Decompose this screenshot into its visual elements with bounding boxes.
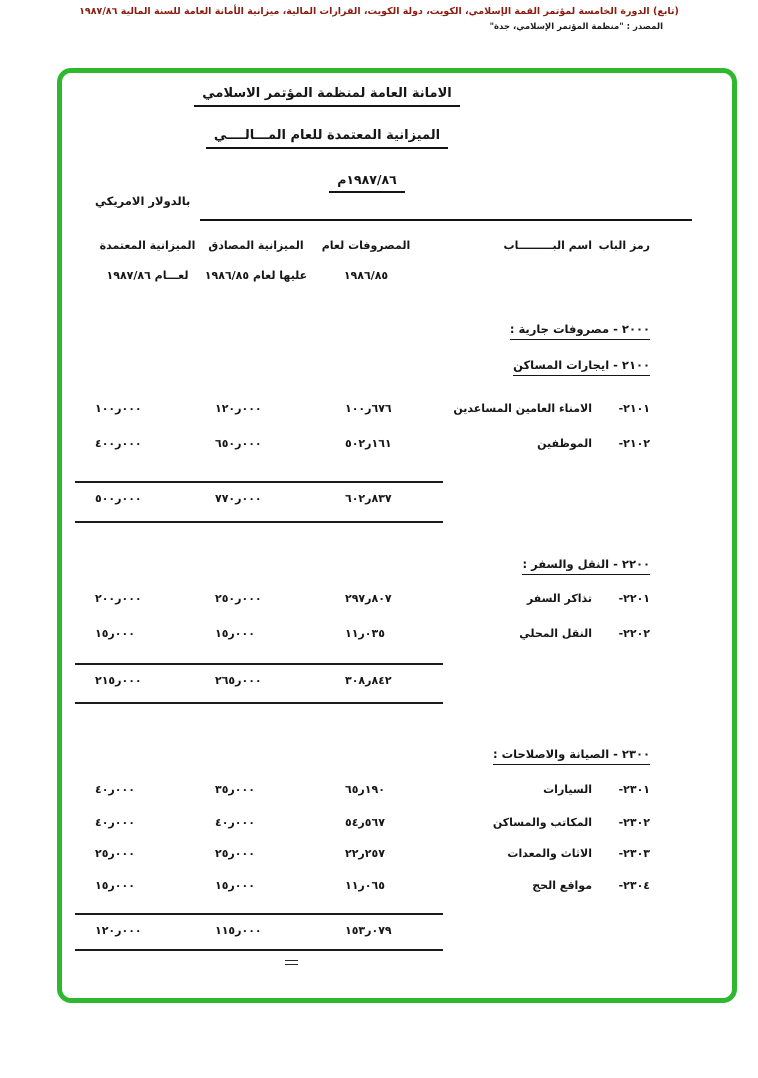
col-header-adopted (95, 239, 200, 283)
cell-adopted-total: ٥٠٠ر٠٠٠ (95, 492, 142, 505)
cell-expenditure: ٦٥ر١٩٠ (345, 783, 385, 796)
total-rule-bottom (75, 521, 443, 523)
cell-adopted: ٤٠ر٠٠٠ (95, 816, 135, 829)
table-row (95, 816, 650, 830)
title-fiscal-year (302, 172, 432, 193)
cell-approved: ٢٥ر٠٠٠ (215, 847, 255, 860)
table-row (95, 402, 650, 416)
cell-expenditure: ٢٩٧ر٨٠٧ (345, 592, 392, 605)
table-row (95, 437, 650, 451)
cell-code: ٢١٠١- (618, 402, 650, 415)
totals-row (95, 924, 650, 938)
cell-approved: ١٥ر٠٠٠ (215, 879, 255, 892)
cell-name: المكاتب والمساكن (492, 816, 592, 829)
col-header-code: رمز الباب (598, 239, 650, 252)
cell-name: تذاكر السفر (526, 592, 592, 605)
cell-expenditure: ١١ر٠٦٥ (345, 879, 385, 892)
col-header-approved-line2: عليها لعام ١٩٨٦/٨٥ (204, 268, 308, 282)
cell-adopted-total: ١٢٠ر٠٠٠ (95, 924, 142, 937)
cell-approved: ٣٥ر٠٠٠ (215, 783, 255, 796)
source-caption: المصدر : "منظمة المؤتمر الإسلامي، جدة" (489, 22, 663, 32)
col-header-expenditures-line1: المصروفات لعام (321, 239, 411, 252)
cell-approved: ١٥ر٠٠٠ (215, 627, 255, 640)
cell-expenditure: ١١ر٠٣٥ (345, 627, 385, 640)
totals-row (95, 674, 650, 688)
col-header-adopted-line1: الميزانية المعتمدة (99, 239, 196, 252)
cell-expenditure-total: ٦٠٢ر٨٣٧ (345, 492, 392, 505)
col-header-approved (200, 239, 312, 283)
cell-approved-total: ٧٧٠ر٠٠٠ (215, 492, 262, 505)
section-2200-heading-text: ٢٢٠٠ - النقل والسفر : (522, 557, 650, 575)
cell-code: ٢٣٠٢- (618, 816, 650, 829)
header-rule (200, 219, 692, 221)
document-caption: (تابع) الدورة الخامسة لمؤتمر القمة الإسلامي، الكويت، دولة الكويت، القرارات المالية، ميزانية الأمانة العامة للسنة المالية ١٩٨٧/٨٦ (79, 6, 679, 17)
cell-approved: ٤٠ر٠٠٠ (215, 816, 255, 829)
cell-adopted: ٤٠٠ر٠٠٠ (95, 437, 142, 450)
cell-adopted: ٤٠ر٠٠٠ (95, 783, 135, 796)
cell-adopted: ٢٥ر٠٠٠ (95, 847, 135, 860)
title-budget-text: الميزانية المعتمدة للعام المـــالــــي (206, 128, 448, 149)
cell-adopted: ١٥ر٠٠٠ (95, 627, 135, 640)
cell-code: ٢٣٠١- (618, 783, 650, 796)
col-header-expenditures (312, 239, 420, 283)
cell-code: ٢٢٠٢- (618, 627, 650, 640)
cell-code: ٢٣٠٤- (618, 879, 650, 892)
cell-expenditure-total: ١٥٣ر٠٧٩ (345, 924, 392, 937)
cell-adopted-total: ٢١٥ر٠٠٠ (95, 674, 142, 687)
table-row (95, 627, 650, 641)
title-secretariat (177, 86, 477, 107)
cell-name: الامناء العامين المساعدين (453, 402, 592, 415)
col-header-expenditures-line2: ١٩٨٦/٨٥ (343, 268, 389, 282)
cell-adopted: ١٥ر٠٠٠ (95, 879, 135, 892)
title-secretariat-text: الامانة العامة لمنظمة المؤتمر الاسلامي (194, 86, 459, 107)
col-header-name: اسم البـــــــــاب (503, 239, 592, 252)
cell-name: الاثاث والمعدات (507, 847, 592, 860)
cell-expenditure: ٢٢ر٢٥٧ (345, 847, 385, 860)
total-rule-bottom (75, 702, 443, 704)
table-row (95, 879, 650, 893)
section-2100-heading-text: ٢١٠٠ - ايجارات المساكن (513, 358, 650, 376)
cell-expenditure-total: ٣٠٨ر٨٤٢ (345, 674, 392, 687)
cell-code: ٢٢٠١- (618, 592, 650, 605)
cell-approved: ٢٥٠ر٠٠٠ (215, 592, 262, 605)
section-2300-heading-text: ٢٣٠٠ - الصيانة والاصلاحات : (493, 747, 650, 765)
section-2300-heading (493, 747, 650, 765)
cell-expenditure: ٥٠٢ر١٦١ (345, 437, 392, 450)
title-fiscal-year-text: ١٩٨٧/٨٦م (329, 172, 405, 193)
document-border (57, 68, 737, 1003)
total-rule-bottom (75, 949, 443, 951)
cell-adopted: ١٠٠ر٠٠٠ (95, 402, 142, 415)
section-2000-heading-text: ٢٠٠٠ - مصروفات جارية : (510, 322, 650, 340)
cell-approved-total: ٢٦٥ر٠٠٠ (215, 674, 262, 687)
totals-row (95, 492, 650, 506)
cell-approved: ٦٥٠ر٠٠٠ (215, 437, 262, 450)
cell-adopted: ٢٠٠ر٠٠٠ (95, 592, 142, 605)
cell-approved: ١٢٠ر٠٠٠ (215, 402, 262, 415)
cell-name: السيارات (543, 783, 592, 796)
cell-expenditure: ١٠٠ر٦٧٦ (345, 402, 392, 415)
currency-note: بالدولار الامريكي (95, 194, 191, 208)
section-2000-heading (510, 322, 650, 340)
cell-name: الموظفين (537, 437, 592, 450)
section-2100-heading (513, 358, 650, 376)
table-row (95, 783, 650, 797)
total-rule-top (75, 663, 443, 665)
table-row (95, 592, 650, 606)
total-rule-top (75, 481, 443, 483)
section-2200-heading (522, 557, 650, 575)
equals-mark (285, 960, 298, 965)
cell-code: ٢١٠٢- (618, 437, 650, 450)
col-header-approved-line1: الميزانية المصادق (208, 239, 304, 252)
cell-expenditure: ٥٤ر٥٦٧ (345, 816, 385, 829)
total-rule-top (75, 913, 443, 915)
title-budget (167, 128, 487, 149)
table-header-row (95, 239, 650, 283)
cell-code: ٢٣٠٣- (618, 847, 650, 860)
table-row (95, 847, 650, 861)
cell-approved-total: ١١٥ر٠٠٠ (215, 924, 262, 937)
col-header-adopted-line2: لعـــام ١٩٨٧/٨٦ (106, 268, 189, 282)
cell-name: النقل المحلي (519, 627, 592, 640)
cell-name: مواقع الحج (532, 879, 592, 892)
